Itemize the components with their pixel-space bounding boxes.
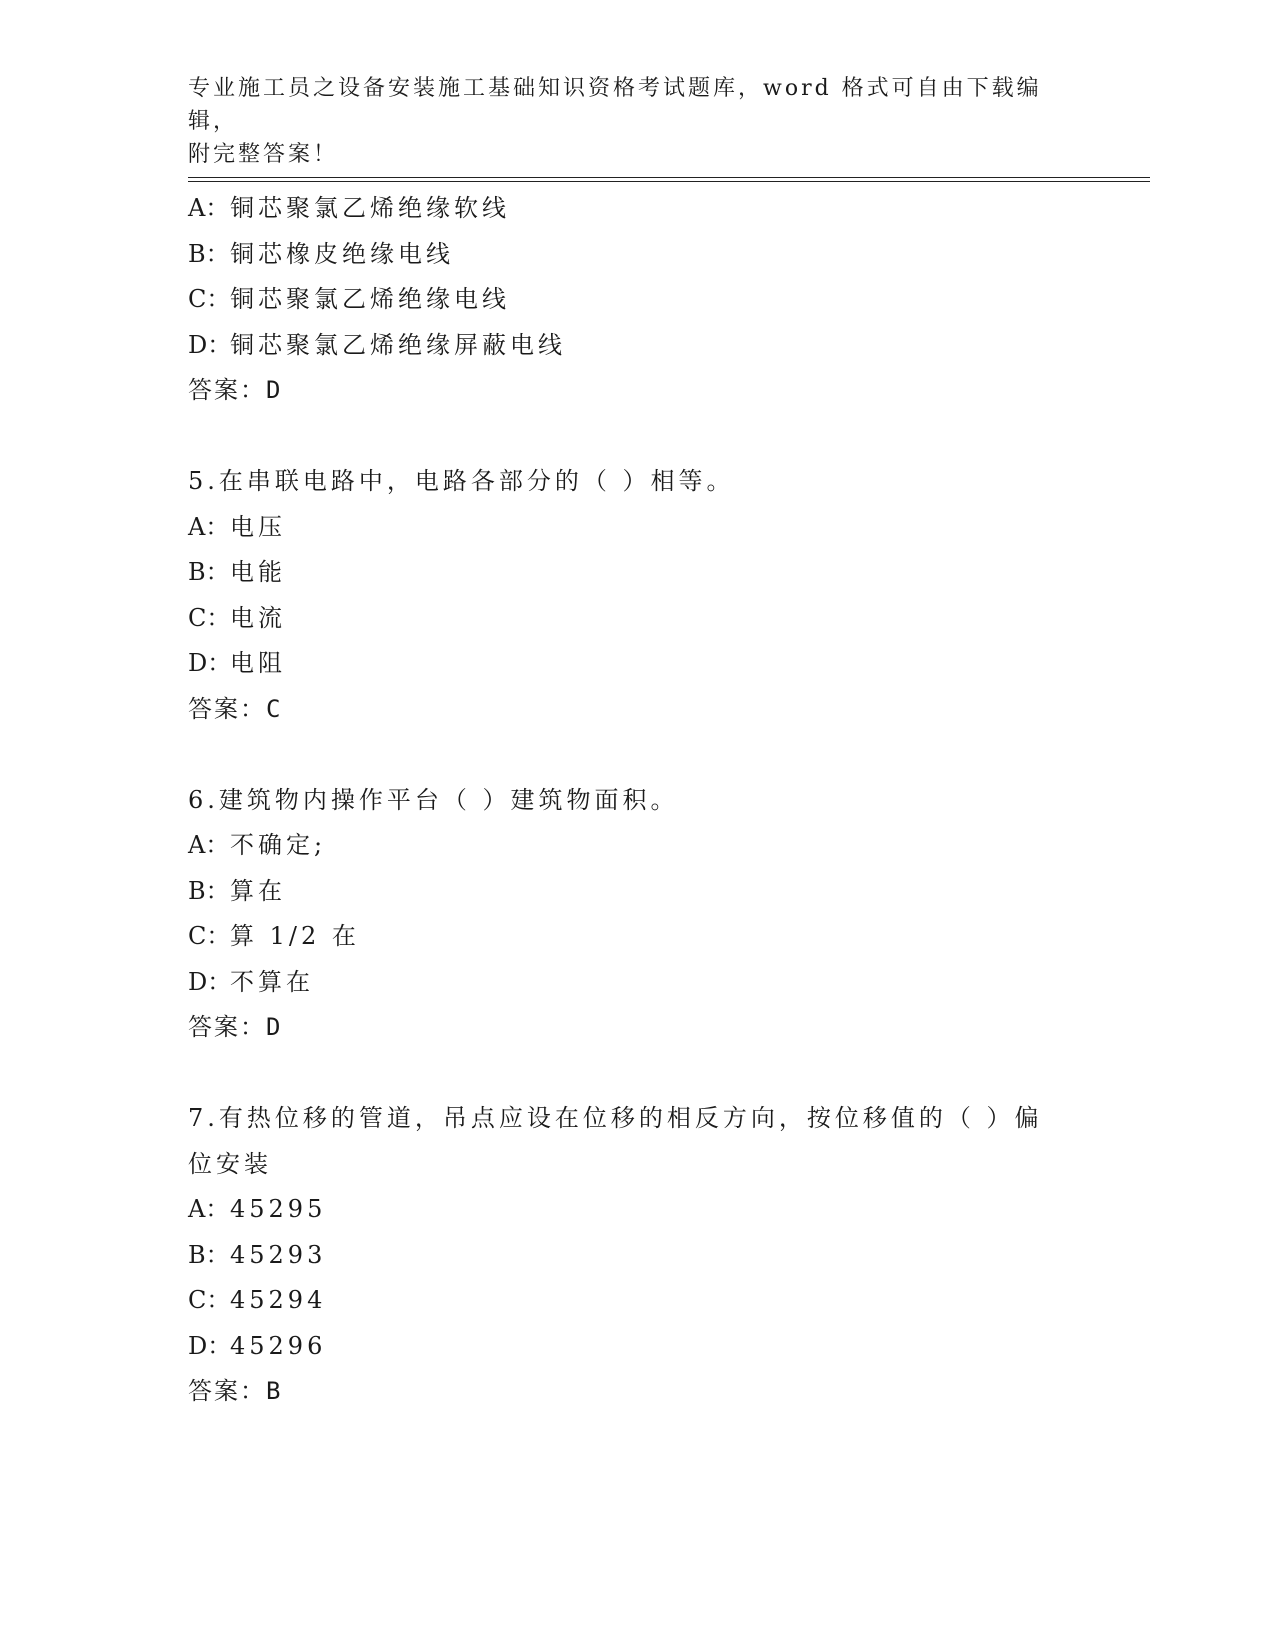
header-title-line1: 专业施工员之设备安装施工基础知识资格考试题库，word 格式可自由下载编辑， — [188, 76, 1042, 134]
option-text: 45295 — [230, 1195, 327, 1223]
option-text: 不确定; — [230, 831, 327, 859]
option-text: 铜芯聚氯乙烯绝缘软线 — [230, 194, 510, 222]
option-text: 铜芯聚氯乙烯绝缘屏蔽电线 — [230, 330, 566, 359]
answer-line — [188, 1005, 1088, 1051]
question-7-block — [188, 1096, 1088, 1415]
answer-label: 答案： — [188, 1377, 266, 1405]
answer-value: B — [266, 1377, 283, 1405]
answer-line — [188, 687, 1088, 733]
option-label: D： — [188, 330, 232, 359]
option-label: C： — [188, 285, 231, 313]
option-text: 算在 — [230, 876, 286, 905]
option-label: C： — [188, 922, 231, 950]
option-text: 45294 — [230, 1286, 327, 1314]
option-text: 电阻 — [230, 649, 286, 677]
option-label: B： — [188, 1240, 230, 1269]
option-b — [188, 1233, 1088, 1279]
header-divider — [188, 177, 1150, 182]
answer-label: 答案： — [188, 694, 266, 723]
option-text: 45293 — [230, 1240, 327, 1269]
answer-line — [188, 368, 1088, 414]
answer-label: 答案： — [188, 376, 266, 404]
option-label: A： — [188, 194, 230, 222]
question-text: 7.有热位移的管道，吊点应设在位移的相反方向，按位移值的（ ）偏位安装 — [188, 1104, 1043, 1178]
option-label: A： — [188, 1195, 230, 1223]
option-c — [188, 596, 1088, 642]
option-a — [188, 823, 1088, 869]
option-b — [188, 869, 1088, 915]
option-d — [188, 641, 1088, 687]
question-5-block — [188, 459, 1088, 732]
option-label: D： — [188, 649, 232, 677]
option-label: C： — [188, 1286, 231, 1314]
option-label: C： — [188, 603, 231, 632]
question-6-block — [188, 778, 1088, 1051]
option-text: 算 1/2 在 — [230, 922, 360, 950]
answer-label: 答案： — [188, 1013, 266, 1041]
option-b — [188, 550, 1088, 596]
option-text: 不算在 — [230, 967, 314, 996]
question-list — [188, 186, 1088, 1415]
option-label: D： — [188, 1331, 232, 1360]
option-label: A： — [188, 512, 230, 541]
question-text: 6.建筑物内操作平台（ ）建筑物面积。 — [188, 785, 679, 814]
option-a — [188, 186, 1088, 232]
option-label: B： — [188, 239, 230, 268]
answer-value: D — [266, 376, 283, 404]
option-c — [188, 1278, 1088, 1324]
option-text: 电压 — [230, 512, 286, 541]
answer-value: C — [266, 694, 283, 723]
answer-value: D — [266, 1013, 283, 1041]
option-c — [188, 914, 1088, 960]
option-text: 电能 — [230, 558, 286, 586]
option-text: 电流 — [230, 603, 286, 632]
answer-line — [188, 1369, 1088, 1415]
document-header — [188, 72, 1068, 171]
option-b — [188, 232, 1088, 278]
header-title-line2: 附完整答案！ — [188, 142, 339, 167]
option-a — [188, 1187, 1088, 1233]
option-text: 45296 — [230, 1331, 327, 1360]
option-label: B： — [188, 876, 230, 905]
question-4-block — [188, 186, 1088, 414]
option-label: A： — [188, 831, 230, 859]
option-text: 铜芯聚氯乙烯绝缘电线 — [230, 285, 510, 313]
option-a — [188, 505, 1088, 551]
option-c — [188, 277, 1088, 323]
option-label: B： — [188, 558, 230, 586]
option-label: D： — [188, 967, 232, 996]
option-d — [188, 960, 1088, 1006]
question-text: 5.在串联电路中，电路各部分的（ ）相等。 — [188, 467, 735, 495]
option-d — [188, 323, 1088, 369]
option-text: 铜芯橡皮绝缘电线 — [230, 239, 454, 268]
option-d — [188, 1324, 1088, 1370]
